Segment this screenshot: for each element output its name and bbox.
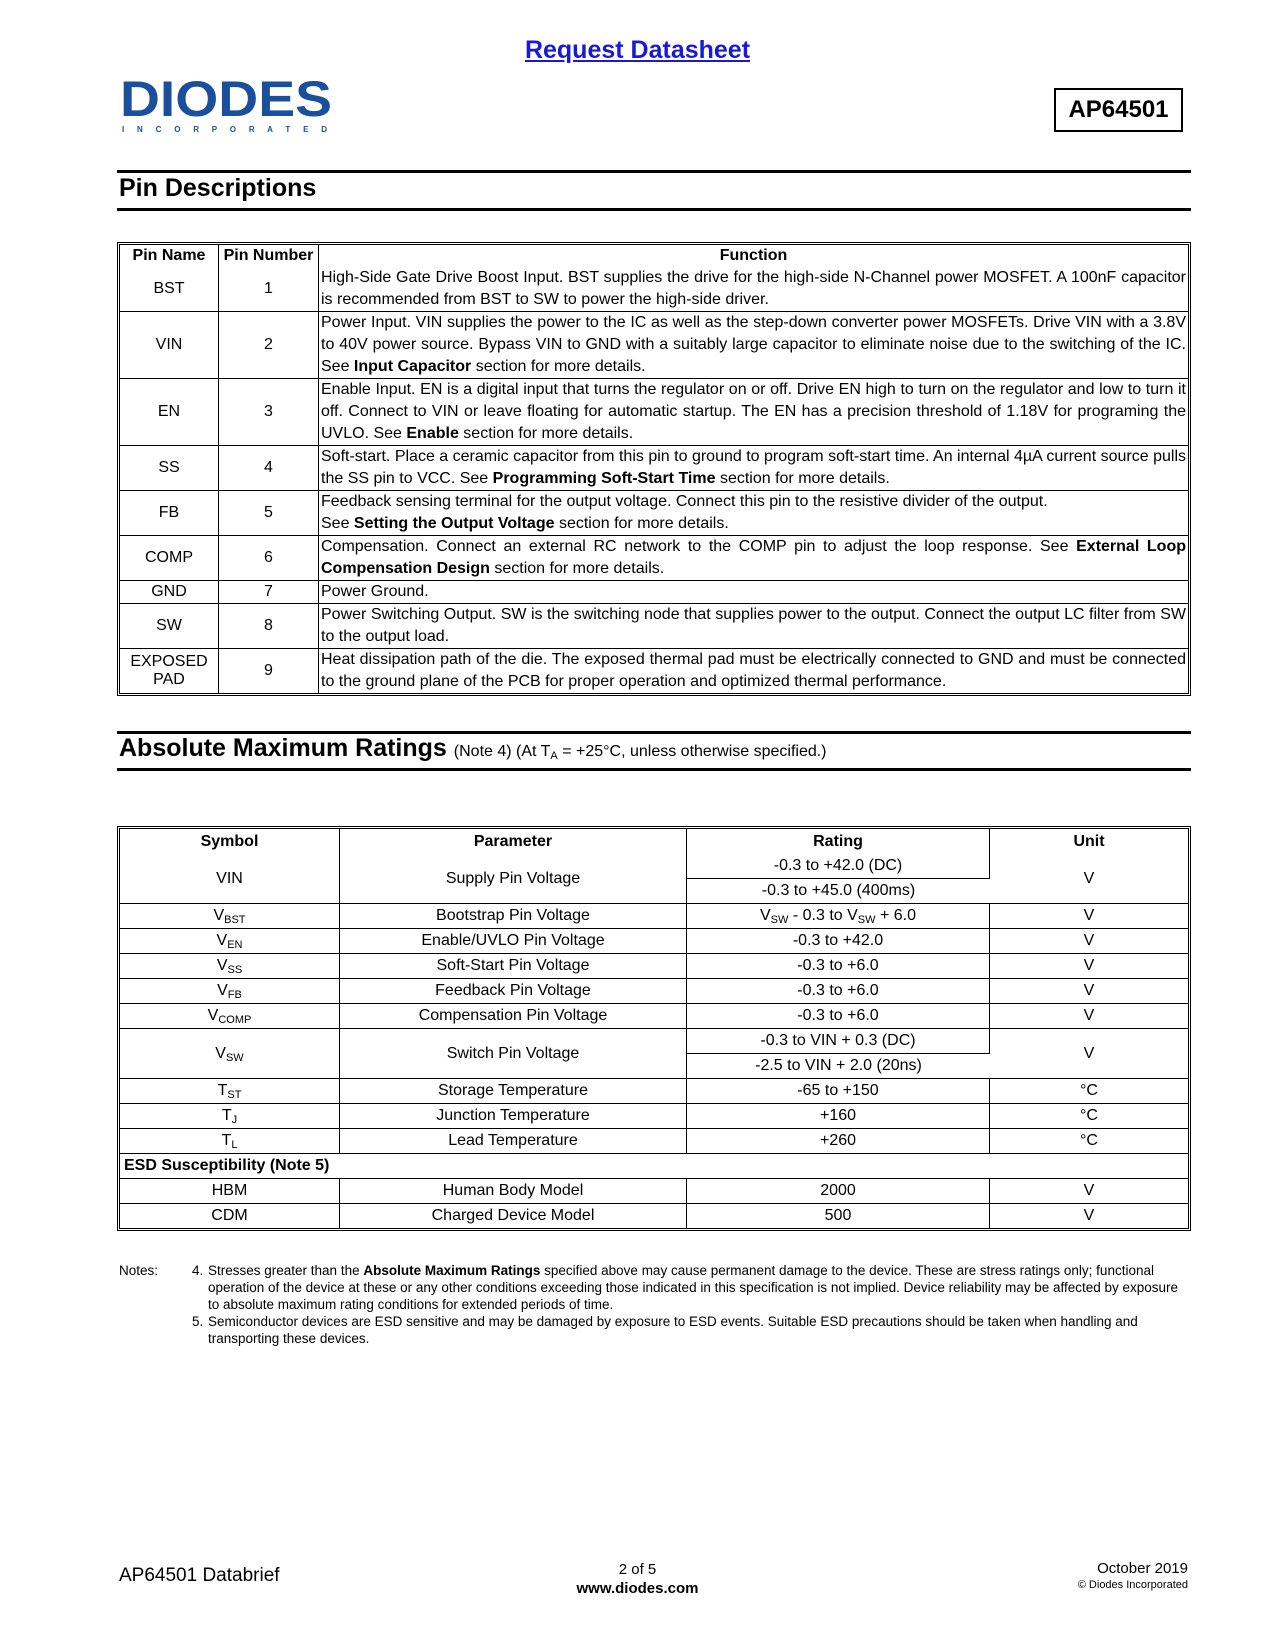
rating-cell: 500 [687,1204,990,1228]
pin-descriptions-title: Pin Descriptions [119,174,317,202]
divider [117,208,1191,211]
pin-name: SS [120,446,219,491]
unit-cell: V [990,929,1188,954]
column-header: Pin Name [120,245,219,267]
pin-number: 1 [219,267,319,312]
rating-row [120,954,1188,979]
rating-row [120,1129,1188,1154]
pin-row [120,581,1188,604]
divider [117,768,1191,771]
rating-row [120,1204,1188,1228]
pin-function: Enable Input. EN is a digital input that turns the regulator on or off. Drive EN high to turn on the regulator and low to turn it off. Connect to VIN or leave floating for automatic startup. The EN has a precision threshold of 1.18V for programing the UVLO. See Enable section for more details. [319,379,1188,446]
unit-cell: V [990,1179,1188,1204]
rating-cell: -0.3 to +6.0 [687,954,990,979]
footer-doc-title: AP64501 Databrief [119,1565,280,1586]
unit-cell: V [990,954,1188,979]
pin-name: EXPOSED PAD [120,649,219,693]
note-number: 5. [192,1314,204,1329]
symbol-cell: VIN [120,854,340,904]
pin-number: 7 [219,581,319,604]
absolute-maximum-ratings-table [117,826,1191,1231]
pin-name: EN [120,379,219,446]
symbol-cell: $T_L$ [120,1129,340,1154]
rating-cell: -0.3 to +6.0 [687,979,990,1004]
column-header: Function [719,247,788,264]
notes [119,1262,1179,1347]
esd-heading: ESD Susceptibility (Note 5) [120,1154,1188,1179]
unit-cell: V [990,854,1188,904]
column-header: Rating [687,829,990,854]
pin-function: Feedback sensing terminal for the output voltage. Connect this pin to the resistive divider of the output. See Setting the Output Voltage section for more details. [319,491,1188,536]
diodes-logo [120,78,350,138]
absolute-maximum-ratings-title [119,734,827,763]
symbol-cell: CDM [120,1204,340,1228]
amr-subtitle: (Note 4) (At $T_A = +25^\circ C$, unless otherwise specified.) [453,743,827,762]
parameter-cell: Lead Temperature [340,1129,687,1154]
part-number-box: AP64501 [1054,88,1183,132]
pin-description-table [117,242,1191,696]
unit-cell: °C [990,1104,1188,1129]
pin-function: Power Input. VIN supplies the power to the IC as well as the step-down converter power MOSFETs. Drive VIN with a 3.8V to 40V power source. Bypass VIN to GND with a suitably large capacitor to eliminate noise due to the switching of the IC. See Input Capacitor section for more details. [319,312,1188,379]
symbol-cell: HBM [120,1179,340,1204]
pin-row [120,649,1188,693]
pin-function: Soft-start. Place a ceramic capacitor from this pin to ground to program soft-start time. An internal 4µA current source pulls the SS pin to VCC. See Programming Soft-Start Time section for more details. [319,446,1188,491]
parameter-cell: Compensation Pin Voltage [340,1004,687,1029]
pin-function: High-Side Gate Drive Boost Input. BST supplies the drive for the high-side N-Channel power MOSFET. A 100nF capacitor is recommended from BST to SW to power the high-side driver. [319,267,1188,312]
parameter-cell: Junction Temperature [340,1104,687,1129]
parameter-cell: Storage Temperature [340,1079,687,1104]
esd-heading-row [120,1154,1188,1179]
pin-number: 9 [219,649,319,693]
rating-cell: -0.3 to VIN + 0.3 (DC) [687,1029,990,1054]
symbol-cell: $V_{EN}$ [120,929,340,954]
footer-date: October 2019 [1097,1560,1188,1577]
pin-row [120,267,1188,312]
pin-name: VIN [120,312,219,379]
rating-cell: $V_{SW} - 0.3$ to $V_{SW} + 6.0$ [687,904,990,929]
rating-row [120,1179,1188,1204]
rating-row [120,1104,1188,1129]
rating-cell: +160 [687,1104,990,1129]
pin-row [120,536,1188,581]
column-header: Unit [1073,832,1105,850]
rating-cell: -2.5 to VIN + 2.0 (20ns) [687,1054,990,1079]
pin-row [120,604,1188,649]
parameter-cell: Supply Pin Voltage [340,854,687,904]
rating-row [120,1079,1188,1104]
parameter-cell: Feedback Pin Voltage [340,979,687,1004]
column-header: Pin Number [219,245,319,267]
parameter-cell: Charged Device Model [340,1204,687,1228]
rating-cell: -0.3 to +6.0 [687,1004,990,1029]
unit-cell: °C [990,1079,1188,1104]
symbol-cell: $T_J$ [120,1104,340,1129]
rating-row [120,904,1188,929]
unit-cell: V [1083,1207,1095,1224]
note-text: Stresses greater than the Absolute Maximum Ratings specified above may cause permanent damage to the device. These are stress ratings only; functional operation of the device at these or any other conditions exceeding those indicated in this specification is not implied. Device reliability may be affected by exposure to absolute maximum rating conditions for extended periods of time. [208,1263,1179,1312]
unit-cell: °C [990,1129,1188,1154]
pin-name: BST [120,267,219,312]
page-number: 2 of 5 [618,1561,657,1578]
rating-row [120,929,1188,954]
pin-row [120,446,1188,491]
svg-text:I N C O R P O R A T E D: I N C O R P O R A T E D [122,125,327,134]
rating-cell: -0.3 to +42.0 [687,929,990,954]
unit-cell: V [990,979,1188,1004]
column-header: Symbol [120,829,340,854]
pin-number: 2 [219,312,319,379]
rating-row [120,854,1188,879]
request-datasheet-link[interactable]: Request Datasheet [524,36,751,64]
parameter-cell: Bootstrap Pin Voltage [340,904,687,929]
pin-number: 6 [219,536,319,581]
rating-cell: -0.3 to +45.0 (400ms) [687,879,990,904]
symbol-cell: $V_{BST}$ [120,904,340,929]
unit-cell: V [990,904,1188,929]
symbol-cell: $T_{ST}$ [120,1079,340,1104]
pin-row [120,379,1188,446]
pin-function: Compensation. Connect an external RC network to the COMP pin to adjust the loop response. See External Loop Compensation Design section for more details. [319,536,1188,581]
pin-number: 3 [219,379,319,446]
pin-name: SW [120,604,219,649]
rating-cell: -0.3 to +42.0 (DC) [687,854,990,879]
parameter-cell: Switch Pin Voltage [340,1029,687,1079]
symbol-cell: $V_{COMP}$ [120,1004,340,1029]
unit-cell: V [990,1029,1188,1079]
parameter-cell: Enable/UVLO Pin Voltage [340,929,687,954]
pin-function: Power Ground. [319,581,1188,604]
pin-name: COMP [120,536,219,581]
website-link[interactable]: www.diodes.com [576,1580,699,1597]
rating-row [120,979,1188,1004]
pin-number: 8 [219,604,319,649]
rating-cell: -65 to +150 [687,1079,990,1104]
rating-row [120,1029,1188,1054]
unit-cell: V [990,1004,1188,1029]
note-item [192,1262,1179,1313]
rating-cell: +260 [687,1129,990,1154]
column-header: Parameter [340,829,687,854]
note-item [192,1313,1179,1347]
symbol-cell: $V_{FB}$ [120,979,340,1004]
pin-number: 5 [219,491,319,536]
pin-name: FB [120,491,219,536]
pin-function: Power Switching Output. SW is the switching node that supplies power to the output. Connect the output LC filter from SW to the output load. [319,604,1188,649]
pin-row [120,491,1188,536]
pin-number: 4 [219,446,319,491]
pin-row [120,312,1188,379]
pin-name: GND [120,581,219,604]
svg-text:DIODES: DIODES [120,78,332,127]
note-text: Semiconductor devices are ESD sensitive and may be damaged by exposure to ESD events. Suitable ESD precautions should be taken when handling and transporting these devices. [208,1314,1138,1346]
pin-function: Heat dissipation path of the die. The exposed thermal pad must be electrically connected to GND and must be connected to the ground plane of the PCB for proper operation and optimized thermal performance. [321,651,1186,690]
symbol-cell: $V_{SW}$ [120,1029,340,1079]
notes-label: Notes: [119,1263,159,1278]
divider [117,170,1191,173]
footer-right [1078,1560,1188,1594]
note-number: 4. [192,1263,204,1278]
rating-row [120,1004,1188,1029]
parameter-cell: Soft-Start Pin Voltage [340,954,687,979]
footer-copyright: © Diodes Incorporated [1077,1579,1188,1591]
parameter-cell: Human Body Model [340,1179,687,1204]
symbol-cell: $V_{SS}$ [120,954,340,979]
rating-cell: 2000 [687,1179,990,1204]
amr-title-text: Absolute Maximum Ratings [119,734,447,762]
